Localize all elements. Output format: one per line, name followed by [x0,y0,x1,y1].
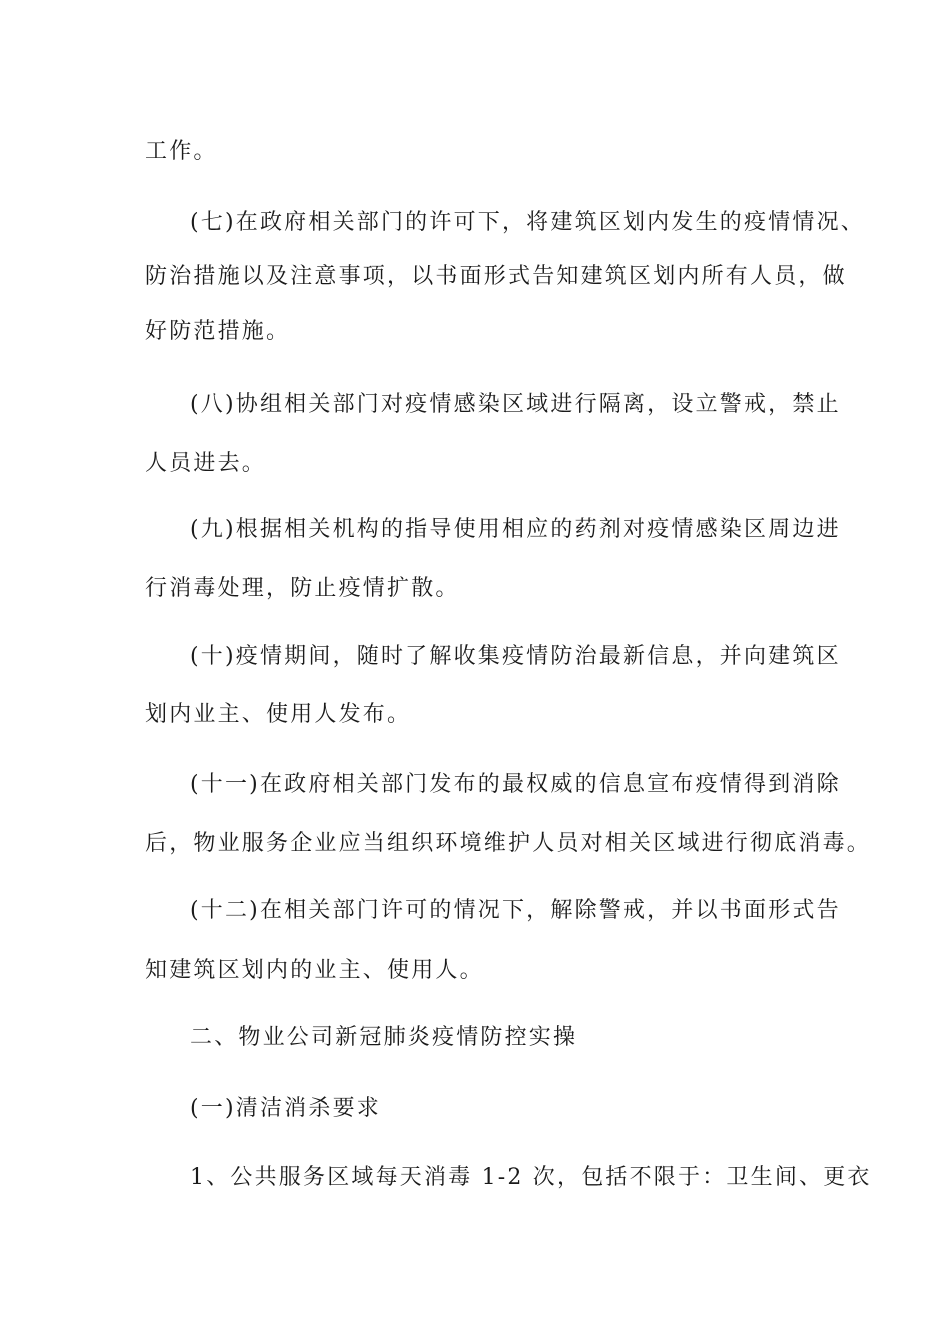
paragraph-11-line-1: (十一)在政府相关部门发布的最权威的信息宣布疫情得到消除 [190,772,841,797]
paragraph-7-line-3: 好防范措施。 [145,319,291,344]
paragraph-8-line-1: (八)协组相关部门对疫情感染区域进行隔离，设立警戒，禁止 [190,392,841,417]
section-heading-2: 二、物业公司新冠肺炎疫情防控实操 [190,1025,578,1050]
item-1-line-1: 1、公共服务区域每天消毒 1-2 次，包括不限于：卫生间、更衣 [190,1165,872,1190]
paragraph-7-line-1: (七)在政府相关部门的许可下，将建筑区划内发生的疫情情况、 [190,210,865,235]
paragraph-10-line-1: (十)疫情期间，随时了解收集疫情防治最新信息，并向建筑区 [190,644,841,669]
text-line-continuation: 工作。 [145,139,218,164]
paragraph-7-line-2: 防治措施以及注意事项，以书面形式告知建筑区划内所有人员，做 [145,264,847,289]
paragraph-9-line-2: 行消毒处理，防止疫情扩散。 [145,576,460,601]
paragraph-12-line-2: 知建筑区划内的业主、使用人。 [145,958,484,983]
paragraph-12-line-1: (十二)在相关部门许可的情况下，解除警戒，并以书面形式告 [190,898,841,923]
paragraph-10-line-2: 划内业主、使用人发布。 [145,702,412,727]
subsection-heading-1: (一)清洁消杀要求 [190,1096,381,1121]
paragraph-9-line-1: (九)根据相关机构的指导使用相应的药剂对疫情感染区周边进 [190,517,841,542]
paragraph-8-line-2: 人员进去。 [145,451,267,476]
paragraph-11-line-2: 后，物业服务企业应当组织环境维护人员对相关区域进行彻底消毒。 [145,831,872,856]
